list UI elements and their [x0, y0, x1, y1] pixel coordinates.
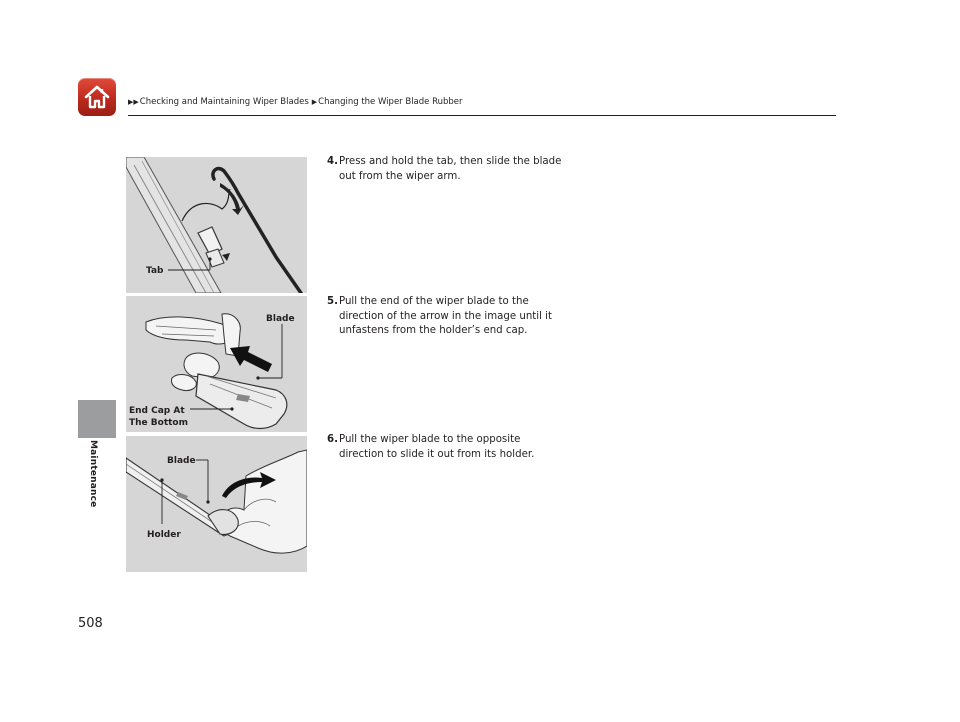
- step-4: [327, 155, 567, 184]
- step-number: 5.: [327, 296, 338, 307]
- breadcrumb-arrow-icon: ▶▶: [128, 98, 139, 106]
- section-tab[interactable]: [78, 400, 116, 438]
- page-number: 508: [78, 616, 103, 631]
- callout-blade: Blade: [266, 314, 295, 324]
- callout-end-cap: End Cap At: [129, 406, 185, 416]
- figure-end-cap: [126, 296, 307, 432]
- header-divider: [128, 115, 836, 116]
- callout-holder: Holder: [147, 530, 181, 540]
- home-button[interactable]: [78, 78, 116, 116]
- callout-end-cap-bottom: The Bottom: [129, 418, 188, 428]
- step-text: Pull the wiper blade to the opposite direction to slide it out from its holder.: [339, 434, 535, 460]
- step-text: Pull the end of the wiper blade to the direction of the arrow in the image until it unfastens from the holder’s end cap.: [339, 296, 553, 336]
- step-number: 6.: [327, 434, 338, 445]
- breadcrumb: [128, 95, 466, 109]
- breadcrumb-item[interactable]: Changing the Wiper Blade Rubber: [318, 97, 463, 107]
- breadcrumb-item[interactable]: Checking and Maintaining Wiper Blades: [139, 97, 309, 107]
- breadcrumb-arrow-icon: ▶: [311, 98, 318, 106]
- step-text: Press and hold the tab, then slide the blade out from the wiper arm.: [339, 156, 562, 182]
- step-number: 4.: [327, 156, 338, 167]
- callout-blade: Blade: [167, 456, 196, 466]
- callout-tab: Tab: [146, 266, 164, 276]
- figure-release-tab: [126, 157, 307, 293]
- section-label: Maintenance: [88, 440, 98, 508]
- figure-holder: [126, 436, 307, 572]
- step-5: [327, 295, 567, 339]
- home-icon: [83, 83, 111, 111]
- step-6: [327, 433, 567, 462]
